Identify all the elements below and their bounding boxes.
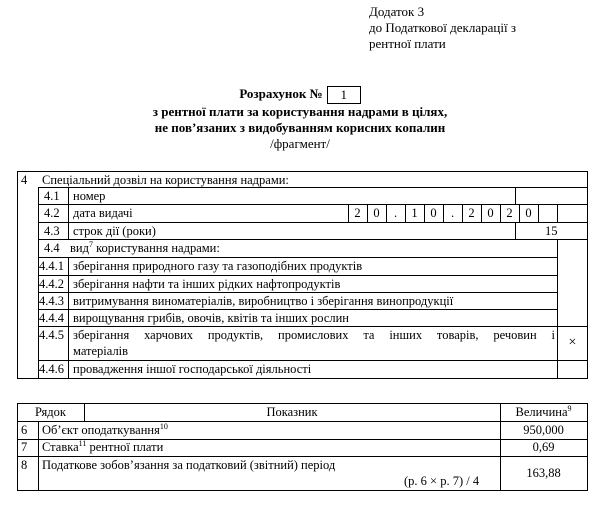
row-label-footnote: 10 — [159, 421, 168, 431]
usage-item-code: 4.4.2 — [39, 277, 64, 291]
permit-validity-value: 15 — [545, 224, 558, 238]
usage-item-code: 4.4.4 — [39, 311, 64, 325]
row-label — [42, 423, 168, 438]
row-label-text: Об’єкт оподаткування — [42, 423, 160, 437]
usage-item-label: зберігання нафти та інших рідких нафтопродуктів — [73, 277, 341, 291]
usage-label-post: користування надрами: — [92, 241, 220, 255]
permit-validity-code: 4.3 — [44, 224, 60, 238]
title-line-2: з рентної плати за користування надрами в цілях, — [152, 104, 448, 119]
header-value — [500, 405, 587, 420]
usage-item-mark: × — [568, 335, 577, 350]
title-line-3: не пов’язаних з видобуванням корисних копалин — [154, 120, 446, 135]
row-number: 8 — [21, 458, 28, 472]
date-digit: 2 — [468, 206, 475, 220]
permit-validity-label: строк дії (роки) — [73, 224, 156, 238]
usage-label-pre: вид — [70, 241, 89, 255]
row-formula: (р. 6 × р. 7) / 4 — [404, 474, 480, 488]
title-fragment: /фрагмент/ — [270, 136, 330, 151]
date-digit: 0 — [525, 206, 532, 220]
header-value-footnote: 9 — [567, 403, 572, 413]
date-digit: 2 — [506, 206, 513, 220]
usage-item-code: 4.4.1 — [39, 259, 64, 273]
row-value: 0,69 — [532, 440, 555, 454]
appendix-line-1: Додаток 3 — [369, 4, 425, 19]
header-value-label: Величина — [515, 405, 568, 419]
row-number: 6 — [21, 423, 28, 437]
usage-item-label: витримування виноматеріалів, виробництво і зберігання винопродукції — [73, 294, 454, 308]
permit-heading: Спеціальний дозвіл на користування надрами: — [42, 173, 289, 187]
row-label-footnote: 11 — [78, 438, 87, 448]
calc-label: Розрахунок № — [239, 86, 323, 101]
usage-item-label: вирощування грибів, овочів, квітів та інших рослин — [73, 311, 349, 325]
usage-item-label-line2: матеріалів — [73, 344, 129, 358]
date-digit: 2 — [354, 206, 361, 220]
calc-title — [0, 86, 600, 104]
permit-date-label: дата видачі — [73, 206, 133, 220]
date-digit: . — [393, 206, 398, 220]
row-label-post: рентної плати — [86, 440, 164, 454]
usage-item-label: зберігання природного газу та газоподібних продуктів — [73, 259, 363, 273]
usage-item-code: 4.4.6 — [39, 362, 64, 376]
row-value: 163,88 — [526, 466, 561, 480]
header-indicator: Показник — [266, 405, 318, 419]
usage-item-code: 4.4.5 — [39, 328, 64, 342]
header-row: Рядок — [35, 405, 66, 419]
appendix-line-3: рентної плати — [369, 36, 446, 51]
permit-date-code: 4.2 — [44, 206, 60, 220]
date-digit: 0 — [430, 206, 437, 220]
usage-item-label: провадження іншої господарської діяльності — [73, 362, 312, 376]
appendix-note — [369, 4, 516, 52]
row-label — [42, 440, 163, 455]
permit-number-label: номер — [73, 189, 106, 203]
title-block — [0, 86, 600, 152]
usage-item-label-line1: зберігання харчових продуктів, промислових та інших товарів, речовин і — [73, 328, 555, 342]
permit-row-number: 4 — [21, 173, 28, 187]
date-digit: 1 — [411, 206, 418, 220]
row-value: 950,000 — [523, 423, 564, 437]
date-digit: . — [450, 206, 455, 220]
date-digit: 0 — [373, 206, 380, 220]
row-label-text: Ставка — [42, 440, 79, 454]
appendix-line-2: до Податкової декларації з — [369, 20, 516, 35]
date-digit: 0 — [487, 206, 494, 220]
usage-label — [70, 241, 220, 256]
calc-number-box: 1 — [327, 86, 361, 104]
usage-code: 4.4 — [44, 241, 60, 255]
usage-footnote: 7 — [88, 239, 93, 249]
usage-item-code: 4.4.3 — [39, 294, 64, 308]
row-number: 7 — [21, 440, 28, 454]
row-label: Податкове зобов’язання за податковий (звітний) період — [42, 458, 336, 472]
permit-number-code: 4.1 — [44, 189, 60, 203]
